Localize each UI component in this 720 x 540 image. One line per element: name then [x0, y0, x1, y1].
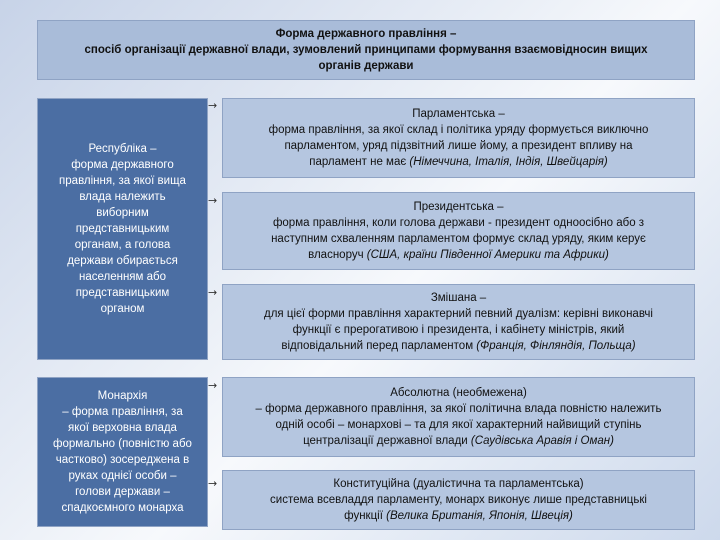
monarchy-line: якої верховна влада — [68, 422, 177, 434]
type-line: Президентська – — [413, 201, 504, 213]
monarchy-box — [37, 377, 208, 527]
republic-line: форма державного — [71, 159, 174, 171]
diagram-title — [37, 20, 695, 80]
republic-line: виборним — [96, 207, 149, 219]
type-line: Парламентська – — [412, 108, 505, 120]
monarchy-line: частково) зосереджена в — [55, 454, 190, 466]
title-line-1: Форма державного правління – — [275, 28, 457, 40]
type-line — [309, 154, 608, 170]
type-examples: (США, країни Південної Америки та Африки) — [366, 249, 609, 261]
arrow-right-icon: → — [208, 286, 218, 299]
republic-box — [37, 98, 208, 360]
type-examples: (Саудівська Аравія і Оман) — [470, 435, 614, 447]
type-line — [344, 508, 573, 524]
republic-line: представницьким — [75, 287, 170, 299]
republic-line: органом — [100, 303, 145, 315]
type-line: наступним схваленням парламентом формує склад уряду, яким керує — [271, 233, 646, 245]
type-line: для цієї форми правління характерний певний дуалізм: керівні виконавчі — [264, 308, 653, 320]
type-line: – форма державного правління, за якої політична влада повністю належить — [255, 403, 662, 415]
monarchy-line: Монархія — [97, 390, 148, 402]
type-line: форма правління, коли голова держави - президент одноосібно або з — [272, 217, 645, 229]
type-line — [281, 338, 635, 354]
mixed-republic-box — [222, 284, 695, 360]
arrow-right-icon: → — [208, 194, 218, 207]
type-examples: (Велика Британія, Японія, Швеція) — [386, 510, 573, 522]
monarchy-line: голови держави – — [75, 486, 170, 498]
republic-line: представницьким — [75, 223, 170, 235]
type-line: Конституційна (дуалістична та парламентська) — [333, 478, 584, 490]
type-text: функції — [344, 510, 387, 522]
parliamentary-republic-box — [222, 98, 695, 178]
republic-line: населенням або — [78, 271, 167, 283]
republic-line: влада належить — [79, 191, 166, 203]
monarchy-line: руках однієї особи – — [68, 470, 177, 482]
title-line-3: органів держави — [318, 60, 414, 72]
type-examples: (Франція, Фінляндія, Польща) — [476, 340, 636, 352]
type-text: парламент не має — [309, 156, 410, 168]
absolute-monarchy-box — [222, 377, 695, 457]
type-examples: (Німеччина, Італія, Індія, Швейцарія) — [409, 156, 608, 168]
monarchy-line: формально (повністю або — [53, 438, 192, 450]
republic-line: держави обирається — [67, 255, 178, 267]
republic-line: правління, за якої вища — [59, 175, 186, 187]
type-line: форма правління, за якої склад і політика уряду формується виключно — [268, 124, 649, 136]
type-text: централізації державної влади — [303, 435, 471, 447]
republic-line: Республіка – — [88, 143, 157, 155]
monarchy-line: – форма правління, за — [62, 406, 183, 418]
type-line: система всевладдя парламенту, монарх виконує лише представницькі — [270, 494, 647, 506]
type-line: одній особі – монархові – та для якої характерний найвищий ступінь — [275, 419, 642, 431]
type-line: парламентом, уряд підзвітний лише йому, а президент впливу на — [284, 140, 633, 152]
type-line — [308, 247, 609, 263]
type-line: Абсолютна (необмежена) — [390, 387, 527, 399]
type-line: Змішана – — [430, 292, 487, 304]
arrow-right-icon: → — [208, 477, 218, 490]
monarchy-line: спадкоємного монарха — [61, 502, 184, 514]
type-text: відповідальний перед парламентом — [281, 340, 477, 352]
presidential-republic-box — [222, 192, 695, 270]
arrow-right-icon: → — [208, 99, 218, 112]
republic-line: органам, а голова — [74, 239, 171, 251]
type-text: власноруч — [308, 249, 367, 261]
type-line: функції є прерогативою і президента, і кабінету міністрів, який — [292, 324, 625, 336]
arrow-right-icon: → — [208, 379, 218, 392]
title-line-2: спосіб організації державної влади, зумовлений принципами формування взаємовідносин вищих — [84, 44, 648, 56]
constitutional-monarchy-box — [222, 470, 695, 530]
type-line — [303, 433, 614, 449]
